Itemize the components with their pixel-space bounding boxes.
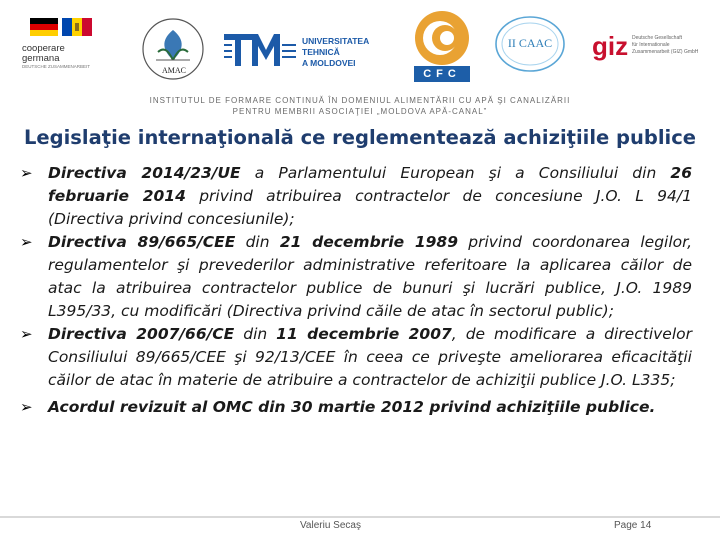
amac-label: AMAC <box>162 66 187 75</box>
list-item-text <box>48 162 692 231</box>
giz-line2: für Internationale <box>632 42 670 48</box>
directive-name: Directiva 89/665/CEE <box>48 233 236 251</box>
giz-logo <box>592 32 712 72</box>
subtitle-line1: INSTITUTUL DE FORMARE CONTINUĂ ÎN DOMENIUL ALIMENTĂRII CU APĂ ŞI CANALIZĂRII <box>149 96 571 105</box>
cfc-label: CFC <box>423 68 461 80</box>
legislation-list <box>20 162 692 419</box>
agreement-name: Acordul revizuit al OMC din 30 martie 2012 privind achiziţiile publice. <box>48 398 656 416</box>
giz-line3: Zusammenarbeit (GIZ) GmbH <box>632 49 699 55</box>
list-item-text <box>48 323 692 392</box>
list-item <box>20 231 692 323</box>
arrow-bullet-icon: ➢ <box>20 398 33 416</box>
directive-date: 21 decembrie 1989 <box>279 233 459 251</box>
directive-text: din <box>235 233 280 251</box>
list-item <box>20 396 692 419</box>
list-item <box>20 162 692 231</box>
cooperare-line2: germana <box>22 53 60 64</box>
cooperare-line1: cooperare <box>22 43 65 54</box>
page-number: Page 14 <box>614 520 652 531</box>
arrow-bullet-icon: ➢ <box>20 164 33 182</box>
cooperare-line3: DEUTSCHE ZUSAMMENARBEIT <box>22 64 91 69</box>
utm-logo <box>222 30 402 74</box>
utm-line1: UNIVERSITATEA TEHNICĂ <box>302 36 369 57</box>
directive-name: Directiva 2014/23/UE <box>48 164 241 182</box>
partner-logos <box>0 0 720 90</box>
cfc-logo <box>406 8 478 84</box>
footer-divider <box>0 516 720 518</box>
arrow-bullet-icon: ➢ <box>20 325 33 343</box>
list-item <box>20 323 692 392</box>
directive-text: , de modificare a directivelor Consiliului 89/665/CEE şi 92/13/CEE în ceea ce priveşte ameliorarea eficacităţii căilor de atac în materie de atribuire a contractelor de achiziţii publice J.O. L335; <box>48 325 692 389</box>
giz-wordmark: giz <box>592 31 629 61</box>
directive-date: 26 februarie 2014 <box>48 164 692 205</box>
utm-line2: A MOLDOVEI <box>302 58 356 68</box>
institute-subtitle <box>0 95 720 117</box>
directive-name: Directiva 2007/66/CE <box>48 325 235 343</box>
arrow-bullet-icon: ➢ <box>20 233 33 251</box>
giz-line1: Deutsche Gesellschaft <box>632 35 683 41</box>
directive-date: 11 decembrie 2007 <box>276 325 452 343</box>
directive-text: a Parlamentului European şi a Consiliului din <box>240 164 671 182</box>
list-item-text <box>48 231 692 323</box>
page-title: Legislaţie internaţională ce reglementează achiziţiile publice <box>24 126 696 149</box>
directive-text: privind coordonarea legilor, regulamentelor şi prevederilor administrative referitoare la aplicarea căilor de atac la atribuirea contractelor publice de bunuri şi lucrări publice, J.O. 1989 L395/33, cu modificări (Directiva privind căile de atac în sectorul public); <box>48 233 693 320</box>
iicaac-label: II CAAC <box>507 36 553 50</box>
directive-text: privind atribuirea contractelor de concesiune J.O. L 94/1 (Directiva privind concesiunile); <box>48 187 692 228</box>
cooperare-germana-logo <box>14 14 104 78</box>
amac-logo <box>138 16 208 82</box>
directive-text: din <box>234 325 277 343</box>
subtitle-line2: PENTRU MEMBRII ASOCIAŢIEI „MOLDOVA APĂ-CANAL” <box>232 107 488 116</box>
footer-author: Valeriu Secaş <box>300 520 361 531</box>
iicaac-logo <box>494 14 566 74</box>
list-item-text <box>48 396 692 419</box>
utm-emblem-icon <box>222 30 300 70</box>
